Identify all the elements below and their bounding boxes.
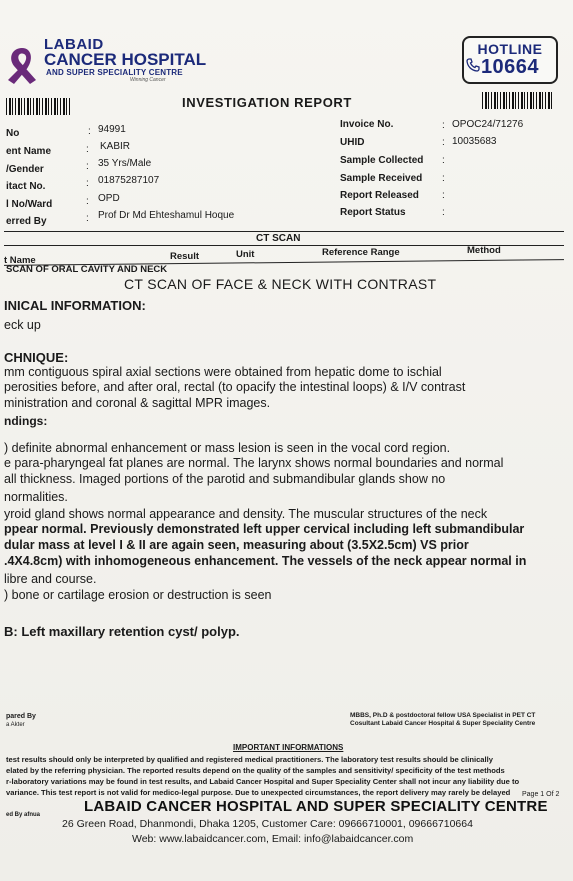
label-no: No bbox=[6, 128, 20, 139]
findings-line: ppear normal. Previously demonstrated left upper cervical including left submandibular bbox=[4, 522, 525, 536]
hotline-number: 10664 bbox=[480, 56, 540, 78]
footer-web: Web: www.labaidcancer.com, Email: info@labaidcancer.com bbox=[132, 833, 414, 845]
ribbon-logo-icon bbox=[4, 46, 38, 86]
divider bbox=[4, 231, 564, 232]
label-patient-name: ent Name bbox=[6, 146, 52, 157]
label-report-released: Report Released bbox=[340, 190, 419, 201]
important-line: r-laboratory variations may be found in test results, and Labaid Cancer Hospital and Super Speciality Center shall not incur any liability due to bbox=[6, 777, 520, 786]
technique-line: perosities before, and after oral, rectal (to opacify the intestinal loops) & I/V contrast bbox=[4, 380, 466, 394]
technique-heading: CHNIQUE: bbox=[4, 350, 69, 365]
value-uhid: 10035683 bbox=[452, 136, 497, 147]
col-test-name: t Name bbox=[4, 255, 36, 266]
value-contact: 01875287107 bbox=[98, 175, 160, 186]
findings-line: normalities. bbox=[4, 490, 68, 504]
barcode-right bbox=[482, 92, 554, 109]
findings-line: ) definite abnormal enhancement or mass lesion is seen in the vocal cord region. bbox=[4, 441, 451, 455]
page-number: Page 1 Of 2 bbox=[522, 791, 560, 798]
technique-line: mm contiguous spiral axial sections were obtained from hepatic dome to ischial bbox=[4, 365, 442, 379]
brand-line2: CANCER HOSPITAL bbox=[44, 50, 207, 69]
label-age-gender: /Gender bbox=[6, 164, 44, 175]
checked-by: ed By afnua bbox=[6, 812, 41, 818]
label-referred-by: erred By bbox=[6, 216, 47, 227]
hotline-box bbox=[462, 36, 558, 84]
value-age-gender: 35 Yrs/Male bbox=[98, 158, 152, 169]
doctor-credentials: MBBS, Ph.D & postdoctoral fellow USA Specialist in PET CT bbox=[350, 712, 536, 719]
label-contact: itact No. bbox=[6, 181, 46, 192]
important-heading: IMPORTANT INFORMATIONS bbox=[233, 743, 344, 752]
report-title: INVESTIGATION REPORT bbox=[182, 95, 352, 110]
report-main-title: CT SCAN OF FACE & NECK WITH CONTRAST bbox=[124, 276, 437, 292]
technique-line: ministration and coronal & sagittal MPR images. bbox=[4, 396, 271, 410]
phone-icon bbox=[466, 58, 480, 72]
report-page: LABAID CANCER HOSPITAL AND SUPER SPECIALITY CENTRE Winning Cancer HOTLINE 10664 INVESTIGATION REPORT No : 94991 ent Name : KABIR /Gender : 35 Yrs/Male itact No. : 01875287107 l No/Ward : OPD erred By : Prof Dr Md Ehteshamul Hoque Invoice No. : OPOC24/71276 UHID : 10035683 Sample Collected : Sample Received : Report Released : Report Status : CT SCAN t Name Result Unit Reference Range Method SCAN OF ORAL CAVITY AND NECK CT SCAN OF FACE & NECK WITH CONTRAST INICAL INFORMATION: eck up CHNIQUE: mm contiguous spiral axial sections were obtained from hepatic dome to ischial perosities before, and after oral, rectal (to opacify the intestinal loops) & I/V contrast ministration and coronal & sagittal MPR images. ndings: ) definite abnormal enhancement or mass lesion is seen in the vocal cord region. e para-pharyngeal fat planes are normal. The larynx shows normal boundaries and normal all thickness. Imaged portions of the parotid and submandibular glands show no normalities. yroid gland shows normal appearance and density. The muscular structures of the neck ppear normal. Previously demonstrated left upper cervical including left submandibular dular mass at level I & II are again seen, measuring about (3.5X2.5cm) VS prior .4X4.8cm) with inhomogeneous enhancement. The vessels of the neck appear normal in libre and course. ) bone or cartilage erosion or destruction is seen B: Left maxillary retention cyst/ polyp. pared By a Akter MBBS, Ph.D & postdoctoral fellow USA Specialist in PET CT Cosultant Labaid Cancer Hospital & Super Speciality Centre IMPORTANT INFORMATIONS test results should only be interpreted by qualified and registered medical practitioners. The laboratory test results should be clinically elated by the referring physician. The reported results depend on the quality of the samples and sensitivity/ specificity of the test methods r-laboratory variations may be found in test results, and Labaid Cancer Hospital and Super Speciality Center shall not incur any liability due to variance. This test report is not valid for medico-legal purpose. Due to unexpected circumstances, the report delivery may rarely be delayed ed By afnua Page 1 Of 2 LABAID CANCER HOSPITAL AND SUPER SPECIALITY CENTRE 26 Green Road, Dhanmondi, Dhaka 1205, Customer Care: 09666710001, 09666710664 Web: www.labaidcancer.com, Email: info@labaidcancer.com bbox=[0, 0, 573, 881]
findings-line: e para-pharyngeal fat planes are normal. The larynx shows normal boundaries and normal bbox=[4, 456, 504, 470]
findings-line: libre and course. bbox=[4, 572, 97, 586]
prepared-by-label: pared By bbox=[6, 713, 36, 720]
hotline-label: HOTLINE bbox=[477, 41, 543, 57]
findings-line: yroid gland shows normal appearance and density. The muscular structures of the neck bbox=[4, 507, 488, 521]
barcode-left bbox=[6, 98, 72, 115]
value-referred-by: Prof Dr Md Ehteshamul Hoque bbox=[98, 210, 235, 221]
brand-line1: LABAID bbox=[44, 36, 104, 53]
nb-impression: B: Left maxillary retention cyst/ polyp. bbox=[4, 624, 240, 639]
clinical-heading: INICAL INFORMATION: bbox=[4, 298, 146, 313]
col-reference-range: Reference Range bbox=[322, 247, 400, 258]
important-line: variance. This test report is not valid for medico-legal purpose. Due to unexpected circumstances, the report delivery may rarely be delayed bbox=[6, 788, 511, 797]
label-sample-collected: Sample Collected bbox=[340, 155, 424, 166]
label-invoice: Invoice No. bbox=[340, 119, 394, 130]
prepared-by-name: a Akter bbox=[6, 722, 25, 728]
footer-address: 26 Green Road, Dhanmondi, Dhaka 1205, Customer Care: 09666710001, 09666710664 bbox=[62, 818, 473, 830]
brand-tag: Winning Cancer bbox=[130, 77, 166, 83]
doctor-position: Cosultant Labaid Cancer Hospital & Super Speciality Centre bbox=[350, 720, 536, 727]
col-unit: Unit bbox=[236, 249, 255, 260]
findings-line: dular mass at level I & II are again seen, measuring about (3.5X2.5cm) VS prior bbox=[4, 538, 469, 552]
label-uhid: UHID bbox=[340, 137, 365, 148]
value-invoice: OPOC24/71276 bbox=[452, 119, 524, 130]
findings-line: .4X4.8cm) with inhomogeneous enhancement. The vessels of the neck appear normal in bbox=[4, 554, 527, 568]
footer-hospital-name: LABAID CANCER HOSPITAL AND SUPER SPECIALITY CENTRE bbox=[84, 798, 548, 815]
label-bed-ward: l No/Ward bbox=[6, 199, 53, 210]
value-no: 94991 bbox=[98, 124, 126, 135]
findings-line: all thickness. Imaged portions of the parotid and submandibular glands show no bbox=[4, 472, 446, 486]
col-result: Result bbox=[170, 251, 200, 262]
findings-heading: ndings: bbox=[4, 414, 48, 428]
section-title: CT SCAN bbox=[256, 233, 301, 244]
clinical-text: eck up bbox=[4, 318, 41, 332]
important-line: test results should only be interpreted by qualified and registered medical practitioners. The laboratory test results should be clinically bbox=[6, 755, 493, 764]
label-sample-received: Sample Received bbox=[340, 173, 423, 184]
test-subtitle: SCAN OF ORAL CAVITY AND NECK bbox=[6, 264, 168, 275]
important-line: elated by the referring physician. The reported results depend on the quality of the samples and sensitivity/ specificity of the test methods bbox=[6, 766, 505, 775]
value-patient-name: KABIR bbox=[100, 141, 131, 152]
value-bed-ward: OPD bbox=[98, 193, 120, 204]
brand-line3: AND SUPER SPECIALITY CENTRE bbox=[46, 68, 183, 77]
label-report-status: Report Status bbox=[340, 207, 406, 218]
findings-line: ) bone or cartilage erosion or destruction is seen bbox=[4, 588, 272, 602]
col-method: Method bbox=[467, 245, 501, 256]
